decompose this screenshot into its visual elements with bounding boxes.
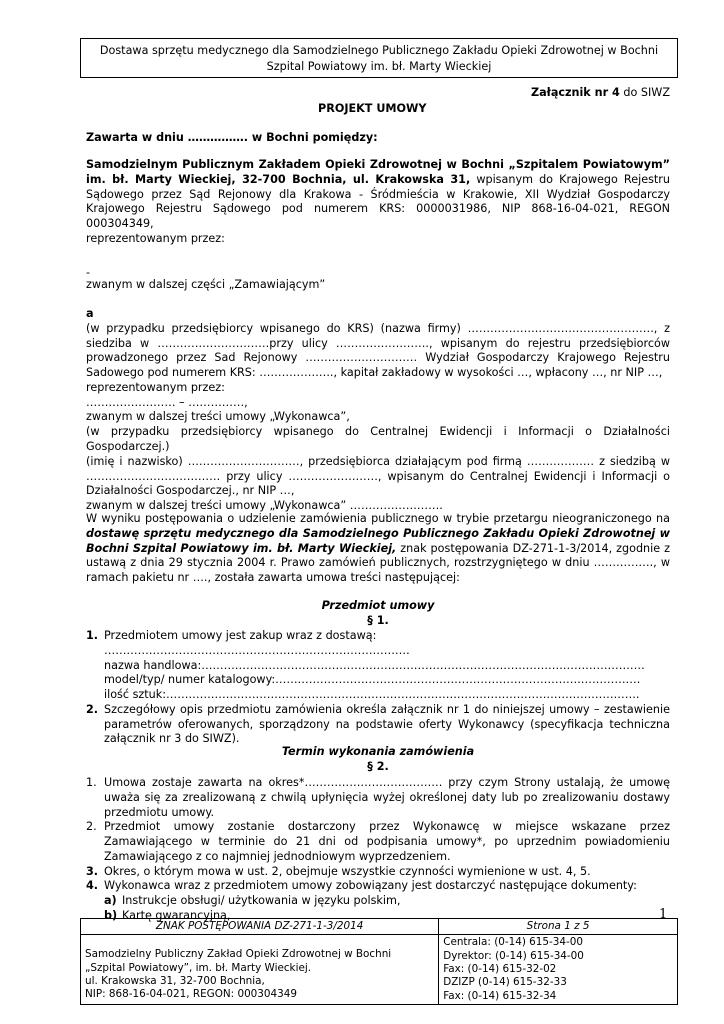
party1-block — [86, 158, 670, 247]
party2-dots: …………………… – ……………, — [86, 395, 248, 409]
intro-paragraph: W wyniku postępowania o udzielenie zamówienia publicznego w trybie przetargu nieograniczonego na dostawę sprzętu medycznego dla Samodzielnego Publicznego Zakładu Opieki Zdrowotnej w Bochni Szpital Powiatowy im. bł. Marty Wieckiej, znak postępowania DZ-271-1-3/2014, zgodnie z ustawą z dnia 29 stycznia 2004 r. Prawo zamówień publicznych, rozstrzygniętego w dniu ……………., w ramach pakietu nr …., została zawarta umowa treści następującej: — [86, 512, 670, 585]
section2-items — [86, 776, 670, 924]
attachment-label: Załącznik nr 4 do SIWZ — [531, 86, 670, 99]
party2-krs-case: (w przypadku przedsiębiorcy wpisanego do KRS) (nazwa firmy) ……………….…………………………., z siedziba w …………………………przy ulicy ……………………., wpisanym do rejestru przedsiębiorców prowadzonego przez Sad Rejonowy ………………………… Wydział Gospodarczy Krajowego Rejestru Sadowego pod numerem KRS: ……………….., kapitał zakładowy w wysokości …, wpłacony …, nr NIP …, — [86, 321, 670, 380]
party1-called: zwanym w dalszej części „Zamawiającym” — [86, 278, 326, 291]
section1-item-1: 1. Przedmiotem umowy jest zakup wraz z dostawą: ………………………………………………………………………. nazwa handlowa:…………………………………………………………………………………….…………………. model/typ/ numer katalogowy:……………………………………………………………………….……………. ilość sztuk:………………………………………………………………………………………………………………. — [86, 629, 645, 702]
party2-called-1: zwanym w dalszej treści umowy „Wykonawca”, — [86, 410, 350, 424]
section2-item-4: 4. Wykonawca wraz z przedmiotem umowy zobowiązany jest dostarczyć następujące dokumenty: — [86, 879, 637, 893]
section1-title: Przedmiot umowy — [321, 599, 435, 612]
party2-ceidg-case: (w przypadku przedsiębiorcy wpisanego do Centralnej Ewidencji i Informacji o Działalności Gospodarczej.) — [86, 425, 670, 454]
concluded-line: Zawarta w dniu ……………. w Bochni pomiędzy: — [86, 131, 378, 144]
section1-items — [86, 629, 670, 747]
section1-paragraph-mark: § 1. — [367, 614, 389, 627]
party2-called-2: zwanym w dalszej treści umowy „Wykonawca” ……………………. — [86, 499, 443, 513]
footer-page-label: Strona 1 z 5 — [439, 919, 678, 935]
header-line-1: Dostawa sprzętu medycznego dla Samodzielnego Publicznego Zakładu Opieki Zdrowotnej w Bochni — [99, 44, 659, 57]
section2-sub-a: a) Instrukcje obsługi/ użytkowania w języku polskim, — [104, 894, 401, 908]
party1-details: wpisanym do Krajowego Rejestru Sądowego przez Sąd Rejonowy dla Krakowa - Śródmieścia w Krakowie, XII Wydział Gospodarczy Krajowego Rejestru Sądowego pod numerem KRS: 0000031986, NIP 868-16-04-021, REGON 000304349, — [86, 172, 670, 231]
document-title: PROJEKT UMOWY — [318, 102, 427, 115]
section2-item-2: 2. Przedmiot umowy zostanie dostarczony przez Wykonawcę w miejsce wskazane przez Zamawiającego w terminie do 21 dni od podpisania umowy*, po uprzednim powiadomieniu Zamawiającego z co najmniej jednodniowym wyprzedzeniem. — [86, 820, 670, 863]
section2-paragraph-mark: § 2. — [367, 760, 389, 773]
section2-item-1: 1. Umowa zostaje zawarta na okres*………………………………. przy czym Strony ustalają, że umowę uważa się za zrealizowaną z chwilą upłynięcia wyżej określonej daty lub po zrealizowaniu dostawy przedmiotu umowy. — [86, 776, 670, 819]
footer-contacts: Centrala: (0-14) 615-34-00 Dyrektor: (0-14) 615-34-00 Fax: (0-14) 615-32-02 DZIZP (0-14) 615-32-33 Fax: (0-14) 615-32-34 — [439, 935, 678, 1005]
party1-name: Samodzielnym Publicznym Zakładem Opieki Zdrowotnej w Bochni „Szpitalem Powiatowym” im. bł. Marty Wieckiej, 32-700 Bochnia, ul. Krakowska 31, — [86, 158, 670, 186]
header-line-2: Szpital Powiatowy im. bł. Marty Wieckiej — [266, 59, 492, 73]
party2-represented: reprezentowanym przez: — [86, 380, 225, 394]
party2-ceidg-text: (imię i nazwisko) …………………………, przedsiębiorca działającym pod firmą ……………… z siedzibą w ……………………………… przy ulicy ……………………, wpisanym do Centralnej Ewidencji i Informacji o Działalności Gospodarczej., nr NIP …, — [86, 454, 670, 498]
footer-case-number: ZNAK POSTĘPOWANIA DZ-271-1-3/2014 — [81, 919, 439, 935]
footer-address: Samodzielny Publiczny Zakład Opieki Zdrowotnej w Bochni „Szpital Powiatowy”, im. bł. Marty Wieckiej. ul. Krakowska 31, 32-700 Bochnia, NIP: 868-16-04-021, REGON: 000304349 — [81, 935, 439, 1005]
page-number: 1 — [659, 907, 668, 922]
section2-sub-b: b) Kartę gwarancyjną, — [104, 909, 231, 923]
section2-item-3: 3. Okres, o którym mowa w ust. 2, obejmuje wszystkie czynności wymienione w ust. 4, 5. — [86, 864, 591, 878]
party1-represented: reprezentowanym przez: — [86, 231, 225, 245]
footer-table — [80, 918, 678, 1005]
section1-item-2: 2. Szczegółowy opis przedmiotu zamówienia określa załącznik nr 1 do niniejszej umowy – zestawienie parametrów oferowanych, sporządzony na podstawie oferty Wykonawcy (specyfikacja techniczna załącznik nr 3 do SIWZ). — [86, 702, 670, 746]
party2-and: a — [86, 307, 94, 320]
section2-title: Termin wykonania zamówienia — [281, 745, 475, 758]
party2-block — [86, 307, 670, 514]
party1-dash: - — [86, 266, 91, 279]
document-header — [80, 38, 678, 78]
